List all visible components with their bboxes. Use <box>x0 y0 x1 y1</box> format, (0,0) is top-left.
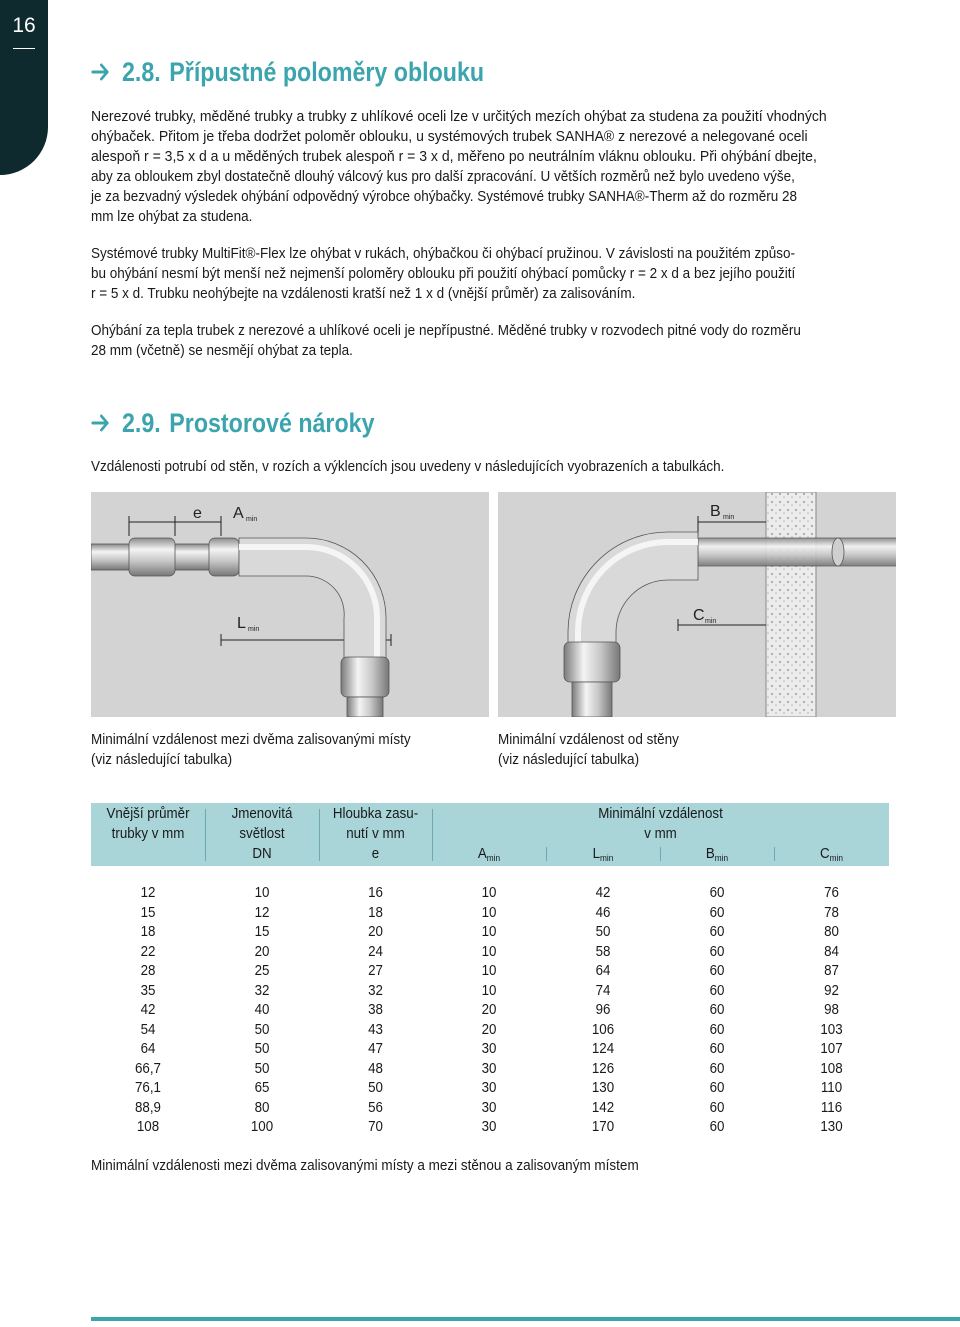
table-cell: 78 <box>824 904 839 921</box>
table-cell: 18 <box>140 924 156 940</box>
table-cell: 54 <box>140 1021 156 1038</box>
table-cell: 10 <box>254 885 270 901</box>
table-cell: 60 <box>709 963 725 979</box>
page-number: 16 <box>12 14 36 37</box>
table-row <box>91 1022 889 1042</box>
label-e: e <box>193 505 202 522</box>
section-heading-2-8 <box>91 57 484 88</box>
header-symbol: A <box>477 846 487 862</box>
table-cell: 25 <box>254 963 270 979</box>
pipe-elbow-illustration <box>91 492 489 717</box>
text-line: bu ohýbání nesmí být menší než nejmenší poloměry oblouku při použití ohýbací pomůcky r = 2 x d a bez jejího použití <box>91 265 796 282</box>
table-cell: 110 <box>820 1080 843 1096</box>
table-row <box>91 983 889 1003</box>
table-row <box>91 924 889 944</box>
caption-line: (viz následující tabulka) <box>91 751 233 768</box>
column-divider <box>660 847 661 861</box>
header-subscript: min <box>486 853 501 863</box>
table-cell: 142 <box>591 1099 615 1116</box>
pipe-wall-illustration <box>498 492 896 717</box>
table-cell: 30 <box>481 1060 497 1077</box>
bottom-rule <box>91 1317 960 1321</box>
table-cell: 64 <box>595 963 611 979</box>
section-title: Prostorové nároky <box>169 408 375 438</box>
table-cell: 22 <box>140 943 156 960</box>
text-line: ohýbaček. Přitom je třeba dodržet poloměr oblouku, u systémových trubek SANHA® z nerezové a nelegované oceli <box>91 128 808 145</box>
table-cell: 30 <box>481 1080 497 1096</box>
column-divider <box>546 847 547 861</box>
table-cell: 47 <box>368 1041 383 1057</box>
table-cell: 60 <box>709 982 725 999</box>
table-cell: 107 <box>820 1041 843 1057</box>
table-cell: 50 <box>254 1021 270 1038</box>
table-row <box>91 1002 889 1022</box>
text-line: je za bezvadný výsledek ohýbání odpovědný výrobce ohýbačky. Systémové trubky SANHA®-Therm až do rozměru 28 <box>91 188 798 205</box>
table-row <box>91 1041 889 1061</box>
section-number: 2.9. <box>121 408 161 438</box>
header-line: Hloubka zasu- <box>332 806 419 822</box>
text-line: mm lze ohýbat za studena. <box>91 208 253 225</box>
table-cell: 108 <box>136 1119 160 1135</box>
table-cell: 12 <box>254 904 270 921</box>
paragraph-space-intro <box>91 457 911 477</box>
table-cell: 60 <box>709 1080 725 1096</box>
header-nominal-size <box>210 804 315 864</box>
table-cell: 126 <box>591 1060 615 1077</box>
table-footnote: Minimální vzdálenosti mezi dvěma zalisovanými místy a mezi stěnou a zalisovaným místem <box>91 1157 639 1174</box>
label-b: B <box>710 503 721 520</box>
table-cell: 46 <box>595 904 611 921</box>
table-cell: 56 <box>368 1099 383 1116</box>
header-l-min <box>551 844 656 868</box>
table-body <box>91 885 889 1139</box>
section-number: 2.8. <box>121 57 161 87</box>
table-cell: 70 <box>368 1119 383 1135</box>
table-cell: 38 <box>368 1002 383 1018</box>
header-insertion-depth <box>324 804 428 864</box>
table-cell: 15 <box>140 904 156 921</box>
paragraph-bending-1 <box>91 107 911 227</box>
section-heading-2-9 <box>91 408 374 439</box>
text-line: r = 5 x d. Trubku neohýbejte na vzdálenosti kratší než 1 x d (vnější průměr) za zalisováním. <box>91 285 636 302</box>
figure-pipe-fittings-distance <box>91 492 489 717</box>
table-cell: 60 <box>709 943 725 960</box>
table-cell: 92 <box>824 982 839 999</box>
table-cell: 80 <box>824 924 839 940</box>
table-cell: 130 <box>820 1119 843 1135</box>
table-cell: 60 <box>709 1099 725 1116</box>
table-cell: 100 <box>250 1119 274 1135</box>
label-c-sub: min <box>705 618 717 625</box>
label-c: C <box>693 607 705 624</box>
table-cell: 96 <box>595 1002 611 1018</box>
table-cell: 35 <box>140 982 156 999</box>
header-a-min <box>437 844 542 868</box>
table-row <box>91 1119 889 1139</box>
paragraph-bending-2 <box>91 244 911 304</box>
table-cell: 48 <box>368 1060 383 1077</box>
table-cell: 130 <box>591 1080 615 1096</box>
text-line: Systémové trubky MultiFit®-Flex lze ohýbat v rukách, ohýbačkou či ohýbací pružinou. V závislosti na použitém způso- <box>91 245 796 262</box>
column-divider <box>432 809 433 861</box>
paragraph-bending-3 <box>91 321 911 361</box>
table-cell: 10 <box>481 904 497 921</box>
column-divider <box>319 809 320 861</box>
table-cell: 10 <box>481 885 497 901</box>
table-cell: 50 <box>595 924 611 940</box>
table-cell: 10 <box>481 963 497 979</box>
table-cell: 42 <box>140 1002 156 1018</box>
table-cell: 28 <box>140 963 156 979</box>
table-cell: 88,9 <box>135 1099 161 1116</box>
table-cell: 98 <box>824 1002 839 1018</box>
table-cell: 80 <box>254 1099 270 1116</box>
caption-line: (viz následující tabulka) <box>498 751 640 768</box>
label-l: L <box>237 615 246 632</box>
text-line: 28 mm (včetně) se nesmějí ohýbat za tepla. <box>91 342 353 359</box>
table-cell: 58 <box>595 943 611 960</box>
table-cell: 10 <box>481 943 497 960</box>
table-cell: 60 <box>709 885 725 901</box>
table-cell: 50 <box>254 1060 270 1077</box>
table-cell: 40 <box>254 1002 270 1018</box>
header-b-min <box>665 844 770 868</box>
header-line: v mm <box>644 826 677 842</box>
table-cell: 20 <box>254 943 270 960</box>
column-divider <box>774 847 775 861</box>
table-cell: 60 <box>709 904 725 921</box>
header-symbol: B <box>705 846 715 862</box>
text-line: Vzdálenosti potrubí od stěn, v rozích a výklencích jsou uvedeny v následujících vyobrazeních a tabulkách. <box>91 458 725 475</box>
header-c-min <box>779 844 885 868</box>
table-cell: 108 <box>820 1060 843 1077</box>
table-cell: 20 <box>368 924 383 940</box>
table-cell: 87 <box>824 963 839 979</box>
table-row <box>91 963 889 983</box>
table-cell: 84 <box>824 943 839 960</box>
header-outer-diameter <box>96 804 201 844</box>
table-cell: 24 <box>368 943 383 960</box>
header-symbol: L <box>592 846 601 862</box>
table-cell: 124 <box>591 1041 615 1057</box>
caption-line: Minimální vzdálenost od stěny <box>498 731 679 748</box>
header-line: trubky v mm <box>111 826 185 842</box>
table-row <box>91 944 889 964</box>
header-symbol: C <box>820 846 830 862</box>
table-cell: 64 <box>140 1041 156 1057</box>
label-l-sub: min <box>248 626 260 633</box>
table-cell: 60 <box>709 1119 725 1135</box>
table-cell: 30 <box>481 1119 497 1135</box>
table-cell: 32 <box>254 982 270 999</box>
header-line: Jmenovitá <box>231 806 293 822</box>
text-line: Ohýbání za tepla trubek z nerezové a uhlíkové oceli je nepřípustné. Měděné trubky v rozvodech pitné vody do rozměru <box>91 322 801 339</box>
table-cell: 20 <box>481 1002 497 1018</box>
table-row <box>91 885 889 905</box>
page-number-rule <box>13 48 35 49</box>
header-line: DN <box>252 846 272 862</box>
table-cell: 43 <box>368 1021 383 1038</box>
text-line: aby za obloukem zbyl dostatečně dlouhý válcový kus pro další zpracování. U větších rozměrů než bylo uvedeno výše, <box>91 168 795 185</box>
table-cell: 16 <box>368 885 383 901</box>
table-cell: 60 <box>709 924 725 940</box>
label-a: A <box>233 505 244 522</box>
arrow-right-icon <box>91 408 110 439</box>
text-line: Nerezové trubky, měděné trubky a trubky z uhlíkové oceli lze v určitých mezích ohýbat za studena za použití vhodných <box>91 108 827 125</box>
table-row <box>91 1061 889 1081</box>
header-line: Vnější průměr <box>106 806 190 822</box>
table-cell: 30 <box>481 1041 497 1057</box>
table-cell: 170 <box>591 1119 615 1135</box>
table-cell: 30 <box>481 1099 497 1116</box>
label-a-sub: min <box>246 516 258 523</box>
table-cell: 103 <box>820 1021 843 1038</box>
header-subscript: min <box>829 853 843 863</box>
table-cell: 10 <box>481 924 497 940</box>
table-cell: 60 <box>709 1021 725 1038</box>
table-cell: 60 <box>709 1041 725 1057</box>
table-cell: 20 <box>481 1021 497 1038</box>
header-line: Minimální vzdálenost <box>598 806 723 822</box>
arrow-right-icon <box>91 57 110 88</box>
label-b-sub: min <box>723 514 735 521</box>
table-cell: 66,7 <box>135 1060 161 1077</box>
table-cell: 10 <box>481 982 497 999</box>
table-cell: 18 <box>368 904 383 921</box>
header-min-distance-group <box>450 804 870 844</box>
figure-pipe-wall-distance <box>498 492 896 717</box>
table-cell: 15 <box>254 924 270 940</box>
table-header <box>91 803 889 866</box>
text-line: alespoň r = 3,5 x d a u měděných trubek alespoň r = 3 x d, měřeno po neutrálním vláknu oblouku. Při ohýbání dbejte, <box>91 148 817 165</box>
header-subscript: min <box>600 853 614 863</box>
header-line: světlost <box>239 826 285 842</box>
table-cell: 50 <box>254 1041 270 1057</box>
figure-caption-left <box>91 730 411 770</box>
header-line: e <box>371 846 380 862</box>
table-cell: 106 <box>591 1021 615 1038</box>
figure-caption-right <box>498 730 679 770</box>
caption-line: Minimální vzdálenost mezi dvěma zalisovanými místy <box>91 731 411 748</box>
table-cell: 50 <box>368 1080 383 1096</box>
section-title: Přípustné poloměry oblouku <box>169 57 485 87</box>
table-row <box>91 1080 889 1100</box>
table-cell: 42 <box>595 885 611 901</box>
table-cell: 65 <box>254 1080 270 1096</box>
table-row <box>91 905 889 925</box>
table-cell: 60 <box>709 1002 725 1018</box>
table-cell: 76,1 <box>135 1080 161 1096</box>
table-cell: 12 <box>140 885 156 901</box>
table-cell: 74 <box>595 982 611 999</box>
table-cell: 27 <box>368 963 383 979</box>
table-cell: 76 <box>824 885 839 901</box>
table-cell: 32 <box>368 982 383 999</box>
table-cell: 60 <box>709 1060 725 1077</box>
header-line: nutí v mm <box>346 826 405 842</box>
table-row <box>91 1100 889 1120</box>
table-cell: 116 <box>820 1099 843 1116</box>
header-subscript: min <box>714 853 729 863</box>
column-divider <box>205 809 206 861</box>
